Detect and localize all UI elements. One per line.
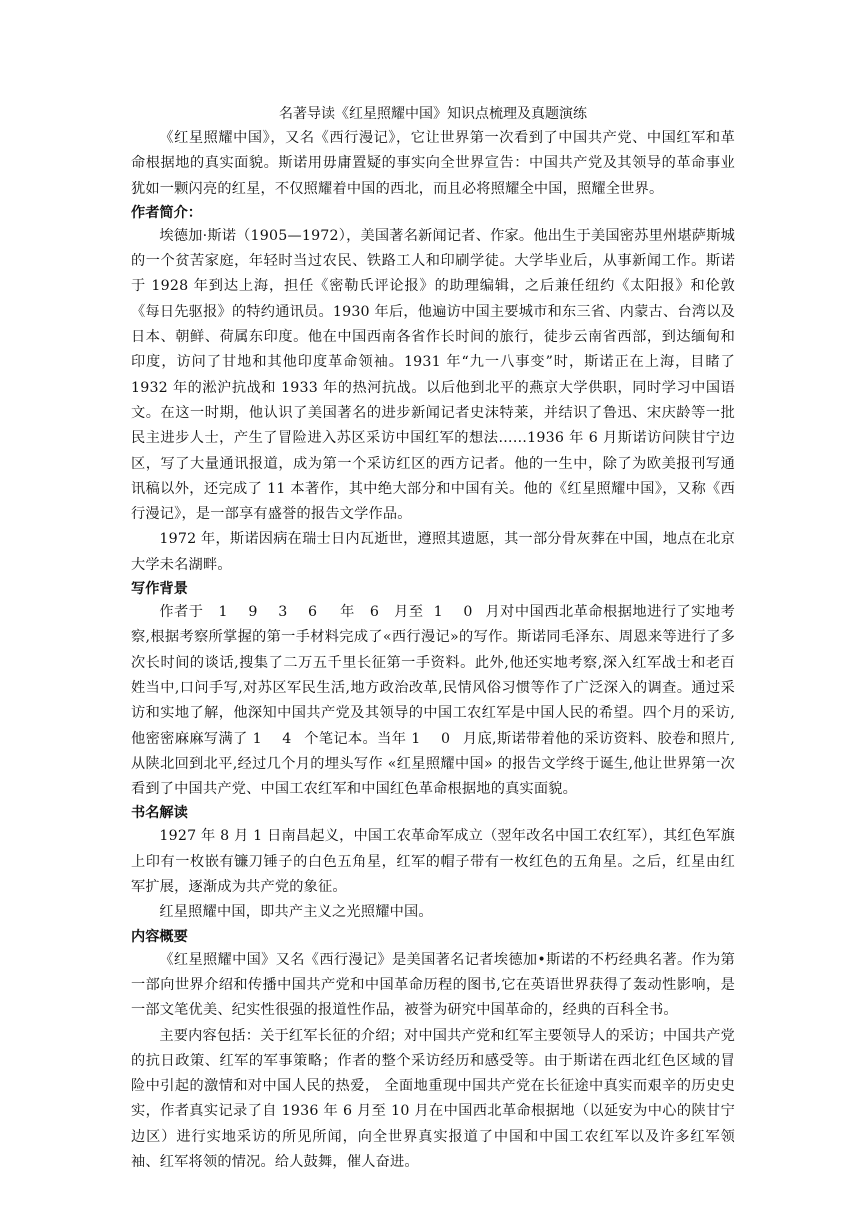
background-text-k: 月底,斯诺带着他的采访资料、胶卷和照片,从陕北回到北平,经过几个月的埋头写作 «红星照耀中国» 的报告文学终于诞生,他让世界第一次看到了中国共产党、中国工农红军和中国红色革命根据地的真实面貌。 [131,730,735,798]
background-heading: 写作背景 [131,581,188,598]
document-title: 名著导读《红星照耀中国》知识点梳理及真题演练 [279,106,587,122]
background-text-e: 月至 [394,604,424,621]
background-month-return: 1 0 [411,730,458,747]
author-paragraph-2: 1972 年，斯诺因病在瑞士日内瓦逝世，遵照其遗愿，其一部分骨灰葬在中国，地点在北京大学未名湖畔。 [131,531,735,573]
background-month-start: 6 [369,604,380,621]
background-text-g: 月对中国西北革命根据地进行了实地考察,根据考察所掌握的第一手材料完成了«西行漫记»的写作。斯诺同毛泽东、周恩来等进行了多次长时间的谈话,搜集了二万五千里长征第一手资料。此外,他还实地考察,深入红军战士和老百姓当中,口问手写,对苏区军民生活,地方政治改革,民情风俗习惯等作了广泛深入的调查。通过采访和实地了解，他深知中国共产党及其领导的中国工农红军是中国人民的希望。四个月的采访,他密密麻麻写满了 [131,604,735,747]
document-page [131,104,735,1175]
author-paragraph-1: 埃德加·斯诺（1905—1972），美国著名新闻记者、作家。他出生于美国密苏里州堪萨斯城的一个贫苦家庭，年轻时当过农民、铁路工人和印刷学徒。大学毕业后，从事新闻工作。斯诺于 1928 年到达上海，担任《密勒氏评论报》的助理编辑，之后兼任纽约《太阳报》和伦敦《每日先驱报》的特约通讯员。1930 年后，他遍访中国主要城市和东三省、内蒙古、台湾以及日本、朝鲜、荷属东印度。他在中国西南各省作长时间的旅行，徒步云南省西部，到达缅甸和印度，访问了甘地和其他印度革命领袖。1931 年“九一八事变”时，斯诺正在上海，目睹了 1932 年的淞沪抗战和 1933 年的热河抗战。以后他到北平的燕京大学供职，同时学习中国语文。在这一时期，他认识了美国著名的进步新闻记者史沫特莱，并结识了鲁迅、宋庆龄等一批民主进步人士，产生了冒险进入苏区采访中国红军的想法……1936 年 6 月斯诺访问陕甘宁边区，写了大量通讯报道，成为第一个采访红区的西方记者。他的一生中，除了为欧美报刊写通讯稿以外，还完成了 11 本著作，其中绝大部分和中国有关。他的《红星照耀中国》，又称《西行漫记》，是一部享有盛誉的报告文学作品。 [131,227,735,523]
background-paragraph [131,600,735,802]
intro-paragraph: 《红星照耀中国》，又名《西行漫记》，它让世界第一次看到了中国共产党、中国红军和革命根据地的真实面貌。斯诺用毋庸置疑的事实向全世界宣告：中国共产党及其领导的革命事业犹如一颗闪亮的红星，不仅照耀着中国的西北，而且必将照耀全中国，照耀全世界。 [131,130,735,197]
summary-paragraph-1: 《红星照耀中国》又名《西行漫记》是美国著名记者埃德加•斯诺的不朽经典名著。作为第一部向世界介绍和传播中国共产党和中国革命历程的图书,它在英语世界获得了轰动性影响，是一部文笔优美、纪实性很强的报道性作品，被誉为研究中国革命的，经典的百科全书。 [131,951,735,1019]
background-notebook-count: 1 4 [252,730,300,747]
summary-heading: 内容概要 [131,928,188,945]
background-month-end: 1 0 [433,604,481,621]
background-year: 1 9 3 6 [218,604,326,621]
title-meaning-paragraph-1: 1927 年 8 月 1 日南昌起义，中国工农革命军成立（翌年改名中国工农红军），其红色军旗上印有一枚嵌有镰刀锤子的白色五角星，红军的帽子带有一枚红色的五角星。之后，红星由红军扩展，逐渐成为共产党的象征。 [131,828,735,896]
summary-paragraph-2: 主要内容包括：关于红军长征的介绍；对中国共产党和红军主要领导人的采访；中国共产党的抗日政策、红军的军事策略；作者的整个采访经历和感受等。由于斯诺在西北红色区域的冒险中引起的激情和对中国人民的热爱， 全面地重现中国共产党在长征途中真实而艰辛的历史史实，作者真实记录了自 1936 年 6 月至 10 月在中国西北革命根据地（以延安为中心的陕甘宁边区）进行实地采访的所见所闻，向全世界真实报道了中国和中国工农红军以及许多红军领袖、红军将领的情况。给人鼓舞，催人奋进。 [131,1027,735,1170]
author-heading: 作者简介： [131,204,202,221]
title-meaning-paragraph-2: 红星照耀中国，即共产主义之光照耀中国。 [159,904,433,921]
background-text-i: 个笔记本。当年 [304,730,407,747]
background-text-c: 年 [340,604,355,621]
background-text-a: 作者于 [159,604,204,621]
title-meaning-heading: 书名解读 [131,805,188,822]
